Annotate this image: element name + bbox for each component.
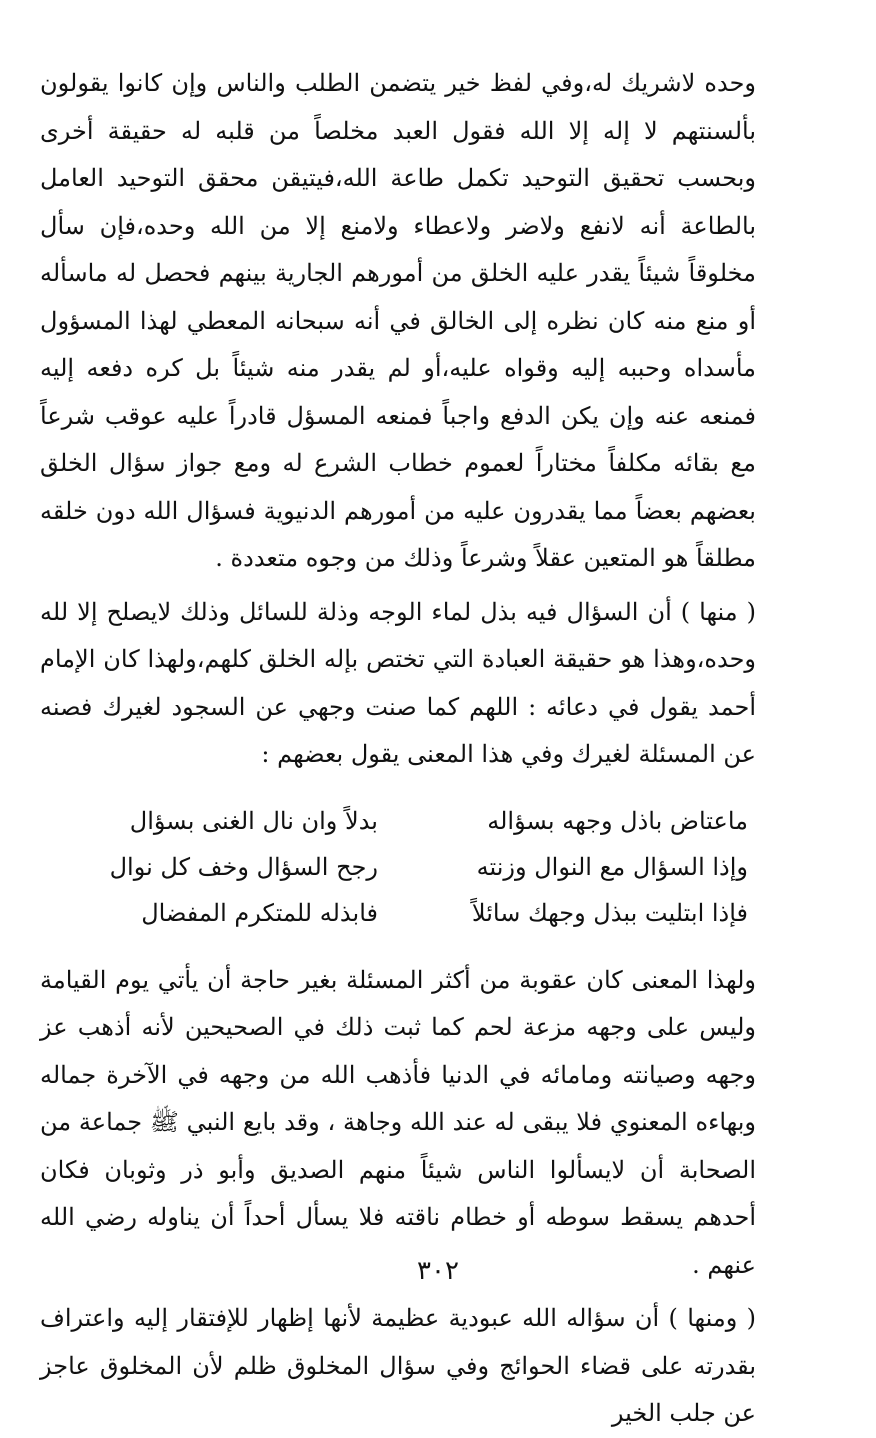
verse-3-first-hemistich: فإذا ابتليت ببذل وجهك سائلاً [471,898,748,927]
paragraph-3: ولهذا المعنى كان عقوبة من أكثر المسئلة بغير حاجة أن يأتي يوم القيامة وليس على وجهه مزعة لحم كما ثبت ذلك في الصحيحين لأنه أذهب عز وجهه وصيانته ومامائه في الدنيا فأذهب الله من وجهه في الآخرة جماله وبهاءه المعنوي فلا يبقى له عند الله وجاهة ، وقد بايع النبي ﷺ جماعة من الصحابة أن لايسألوا الناس شيئاً منهم الصديق وأبو ذر وثوبان فكان أحدهم يسقط سوطه أو خطام ناقته فلا يسأل أحداً أن يناوله رضي الله عنهم . [40,965,756,1279]
paragraph-1: وحده لاشريك له،وفي لفظ خير يتضمن الطلب والناس وإن كانوا يقولون بألسنتهم لا إله إلا الله فقول العبد مخلصاً من قلبه له حقيقة أخرى وبحسب تحقيق التوحيد تكمل طاعة الله،فيتيقن محقق التوحيد العامل بالطاعة أنه لانفع ولاضر ولاعطاء ولامنع إلا من الله وحده،فإن سأل مخلوقاً شيئاً يقدر عليه الخلق من أمورهم الجارية بينهم فحصل له ماسأله أو منع منه كان نظره إلى الخالق في أنه سبحانه المعطي لهذا المسؤول مأسداه وحببه إليه وقواه عليه،أو لم يقدر منه شيئاً بل كره دفعه إليه فمنعه عنه وإن يكن الدفع واجباً فمنعه المسؤل قادراً عليه عوقب شرعاً مع بقائه مكلفاً مختاراً لعموم خطاب الشرع له ومع جواز سؤال الخلق بعضهم بعضاً مما يقدرون عليه من أمورهم الدنيوية فسؤال الله دون خلقه مطلقاً هو المتعين عقلاً وشرعاً وذلك من وجوه متعددة . [40,69,757,572]
paragraph-2: ( منها ) أن السؤال فيه بذل لماء الوجه وذلة للسائل وذلك لايصلح إلا لله وحده،وهذا هو حقيقة العبادة التي تختص بإله الخلق كلهم،ولهذا كان الإمام أحمد يقول في دعائه : اللهم كما صنت وجهي عن السجود لغيرك فصنه عن المسئلة لغيرك وفي هذا المعنى يقول بعضهم : [40,597,756,768]
paragraph-4: ( ومنها ) أن سؤاله الله عبودية عظيمة لأنها إظهار للإفتقار إليه واعتراف بقدرته على قضاء الحوائج وفي سؤال المخلوق ظلم لأن المخلوق عاجز عن جلب الخير [40,1304,756,1427]
verse-2-second-hemistich: رجح السؤال وخف كل نوال [109,852,378,881]
poem-verses [40,801,756,933]
verse-2-first-hemistich: وإذا السؤال مع النوال وزنته [476,852,748,881]
book-page [40,60,756,1438]
verse-1-first-hemistich: ماعتاض باذل وجهه بسؤاله [487,806,748,835]
verse-1-second-hemistich: بدلاً وان نال الغنى بسؤال [129,806,378,835]
page-number: ٣٠٢ [417,1256,459,1286]
verse-3-second-hemistich: فابذله للمتكرم المفضال [141,898,378,927]
